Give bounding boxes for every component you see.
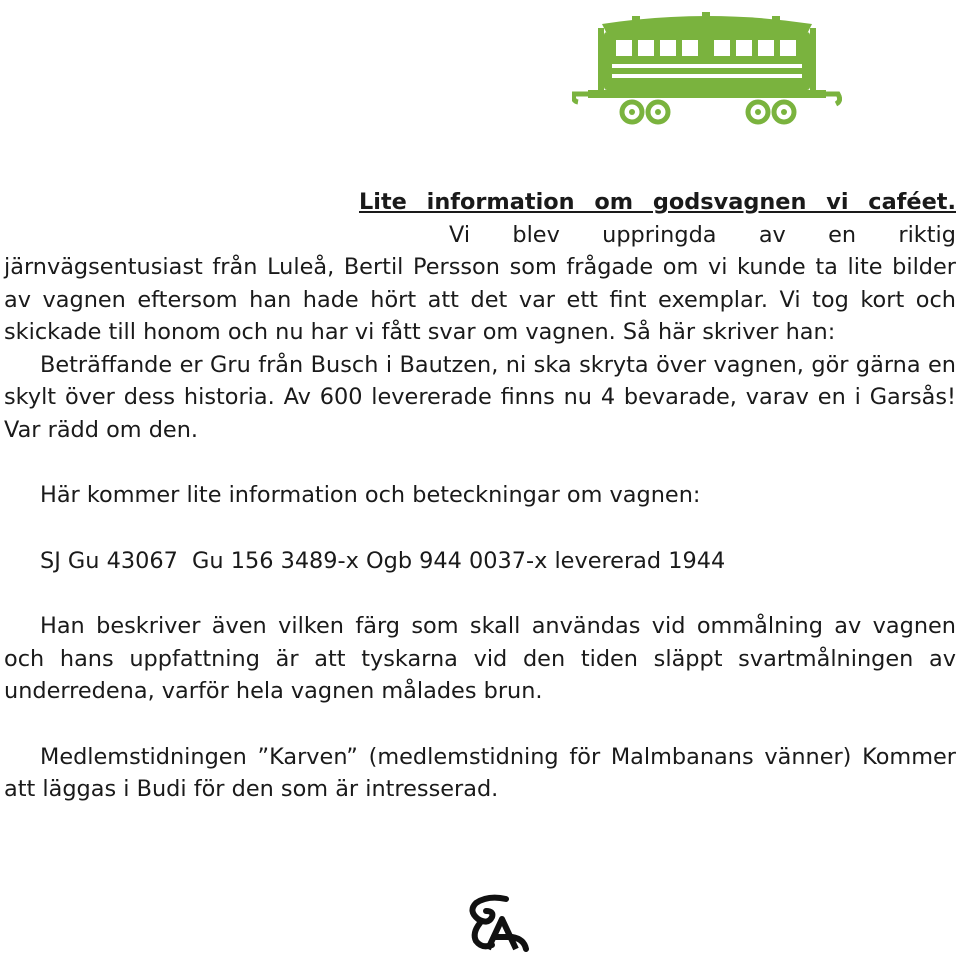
paragraph-paint: Han beskriver även vilken färg som skall användas vid ommålning av vagnen och hans uppfattning är att tyskarna vid den tiden släppt svartmålningen av underredena, varför hela vagnen målades brun. bbox=[4, 613, 956, 704]
paragraph-quote: Beträffande er Gru från Busch i Bautzen, ni ska skryta över vagnen, gör gärna en skylt över dess historia. Av 600 levererade finns nu 4 bevarade, varav en i Garsås! Var rädd om den. bbox=[4, 351, 956, 443]
paragraph-designations: SJ Gu 43067 Gu 156 3489-x Ogb 944 0037-x levererad 1944 bbox=[40, 547, 726, 574]
paragraph-intro: Vi blev uppringda av en riktig järnvägsentusiast från Luleå, Bertil Persson som frågade om vi kunde ta lite bilder av vagnen eftersom han hade hört att det var ett fint exemplar. Vi tog kort och skickade till honom och nu har vi fått svar om vagnen. Så här skriver han: bbox=[4, 221, 956, 345]
train-carriage-icon bbox=[572, 6, 842, 128]
document-title: Lite information om godsvagnen vi caféet. bbox=[359, 189, 956, 215]
document-body bbox=[4, 186, 956, 806]
ga-monogram-icon bbox=[466, 893, 532, 955]
paragraph-info-heading: Här kommer lite information och beteckningar om vagnen: bbox=[40, 482, 701, 508]
paragraph-karven: Medlemstidningen ”Karven” (medlemstidning för Malmbanans vänner) Kommer att läggas i Budi för den som är intresserad. bbox=[4, 743, 956, 802]
